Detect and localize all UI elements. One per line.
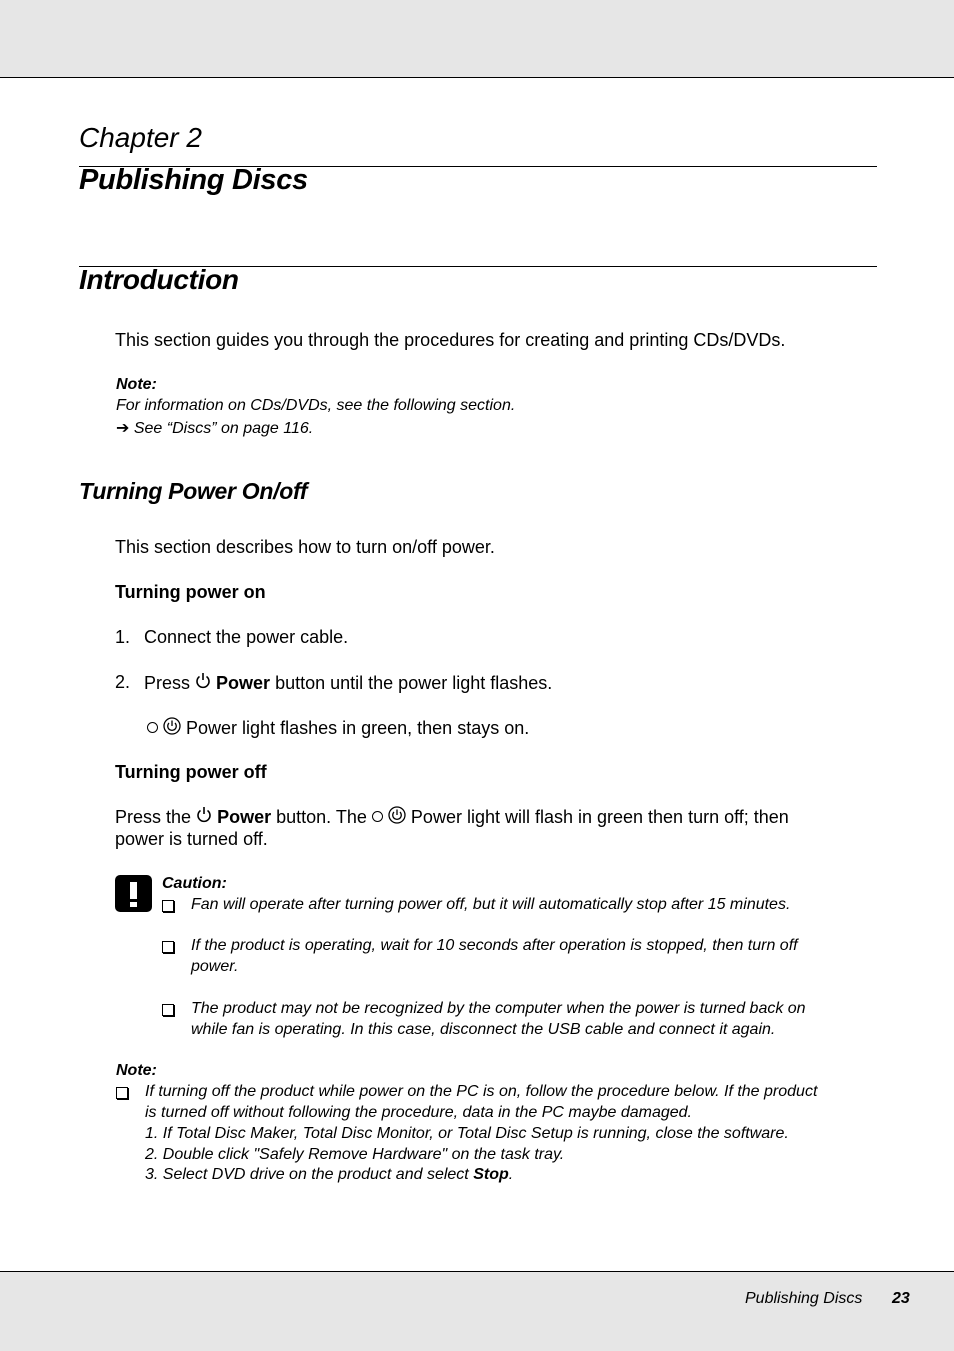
note2-line-5-post: .	[508, 1166, 514, 1183]
caution-item-2-line-1: If the product is operating, wait for 10 seconds after operation is stopped, then turn off	[191, 937, 798, 954]
step-2-press: Press	[144, 673, 191, 693]
note2-line-3: 1. If Total Disc Maker, Total Disc Monitor, or Total Disc Setup is running, close the software.	[145, 1125, 789, 1142]
step-2-rest: button until the power light flashes.	[275, 673, 553, 693]
caution-item-1: Fan will operate after turning power off, but it will automatically stop after 15 minutes.	[191, 896, 791, 913]
arrow-right-icon: ➔	[116, 420, 130, 437]
power-off-line-1	[115, 806, 789, 829]
step-2-number: 2.	[115, 672, 131, 692]
power-light-icon	[372, 811, 383, 822]
page-number: 23	[892, 1290, 910, 1307]
bullet-checkbox-icon	[162, 941, 174, 953]
power-light-icon	[147, 722, 158, 733]
caution-item-2-line-2: power.	[191, 958, 239, 975]
off-rest-1: Power light will flash in green then turn off; then	[410, 807, 789, 827]
power-circle-icon	[388, 806, 406, 829]
caution-label: Caution:	[162, 875, 227, 892]
footer-band	[0, 1271, 954, 1351]
step-2-result-text: Power light flashes in green, then stays on.	[186, 718, 530, 738]
note2-line-5-stop: Stop	[473, 1166, 509, 1183]
off-power: Power	[217, 807, 272, 827]
caution-item-3-line-2: while fan is operating. In this case, disconnect the USB cable and connect it again.	[191, 1021, 776, 1038]
power-icon	[195, 672, 211, 695]
bullet-checkbox-icon	[162, 900, 174, 912]
note-label: Note:	[116, 376, 157, 393]
off-mid: button. The	[276, 807, 367, 827]
power-off-line-2: power is turned off.	[115, 829, 268, 849]
step-1-text: Connect the power cable.	[144, 627, 349, 647]
top-header-band	[0, 0, 954, 78]
power-circle-icon	[163, 717, 181, 740]
step-2-line	[144, 672, 552, 695]
note2-line-4: 2. Double click "Safely Remove Hardware" on the task tray.	[145, 1146, 565, 1163]
note-link[interactable]	[116, 418, 313, 438]
footer-section: Publishing Discs	[745, 1290, 863, 1307]
off-press: Press the	[115, 807, 192, 827]
caution-icon	[115, 875, 152, 912]
chapter-title: Publishing Discs	[79, 164, 308, 196]
power-off-heading: Turning power off	[115, 762, 267, 782]
chapter-label: Chapter 2	[79, 122, 202, 153]
note2-line-2: is turned off without following the procedure, data in the PC maybe damaged.	[145, 1104, 692, 1121]
note2-line-1: If turning off the product while power on the PC is on, follow the procedure below. If the product	[145, 1083, 818, 1100]
power-on-heading: Turning power on	[115, 582, 266, 602]
note-text: For information on CDs/DVDs, see the following section.	[116, 397, 516, 414]
step-1	[115, 627, 349, 648]
power-heading: Turning Power On/off	[79, 478, 308, 504]
power-icon	[196, 806, 212, 829]
step-1-number: 1.	[115, 627, 131, 647]
power-intro: This section describes how to turn on/off power.	[115, 537, 495, 557]
caution-item-3-line-1: The product may not be recognized by the computer when the power is turned back on	[191, 1000, 806, 1017]
introduction-heading: Introduction	[79, 264, 239, 295]
note2-label: Note:	[116, 1062, 157, 1079]
introduction-paragraph: This section guides you through the procedures for creating and printing CDs/DVDs.	[115, 330, 786, 350]
note2-line-5-pre: 3. Select DVD drive on the product and select	[145, 1166, 469, 1183]
bullet-checkbox-icon	[116, 1087, 128, 1099]
bullet-checkbox-icon	[162, 1004, 174, 1016]
step-2	[115, 672, 553, 693]
step-2-power: Power	[216, 673, 271, 693]
note-link-text[interactable]: See “Discs” on page 116.	[133, 420, 314, 437]
step-2-result	[147, 717, 529, 740]
note2-line-5	[145, 1166, 513, 1184]
